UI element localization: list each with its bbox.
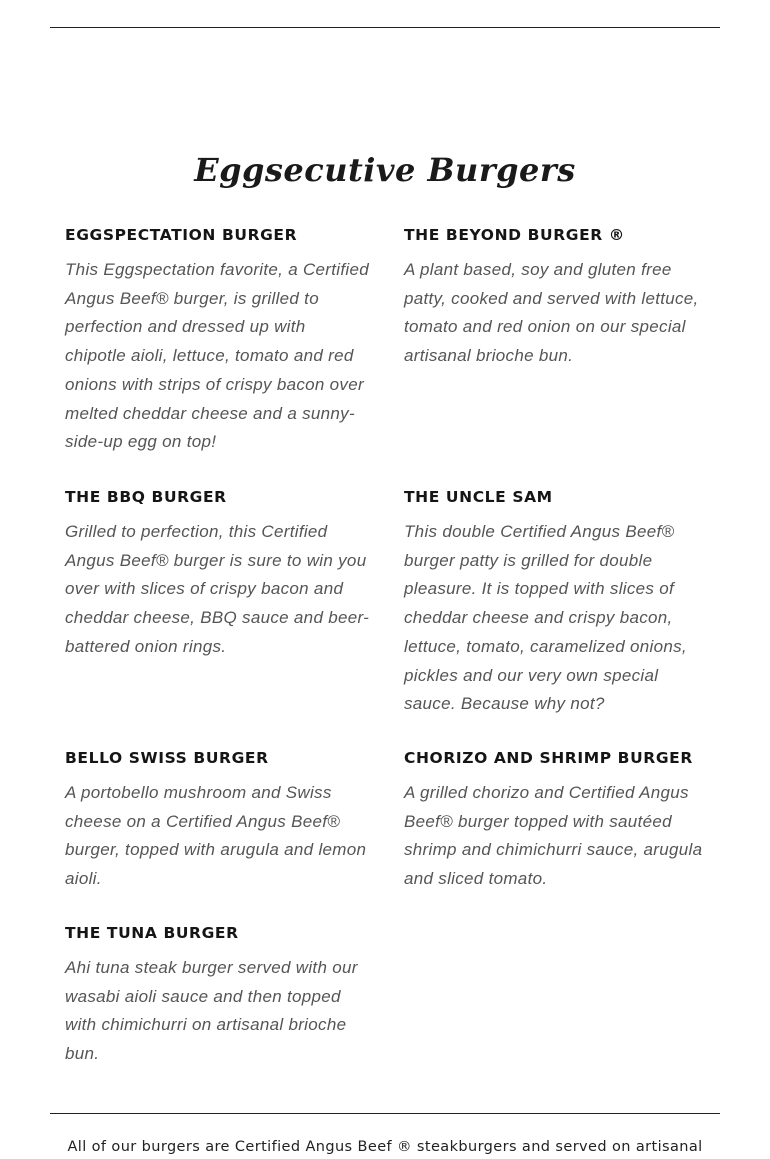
section-title: Eggsecutive Burgers <box>194 151 576 190</box>
menu-item <box>65 749 370 894</box>
menu-item-description: Ahi tuna steak burger served with our wasabi aioli sauce and then topped with chimichurri on artisanal brioche bun. <box>65 958 358 1064</box>
menu-item-description: A grilled chorizo and Certified Angus Beef® burger topped with sautéed shrimp and chimichurri sauce, arugula and sliced tomato. <box>404 783 703 889</box>
menu-item <box>404 749 704 894</box>
menu-item-name: CHORIZO AND SHRIMP BURGER <box>404 749 693 767</box>
menu-item-description: A portobello mushroom and Swiss cheese on a Certified Angus Beef® burger, topped with arugula and lemon aioli. <box>65 783 367 889</box>
menu-item-description: This Eggspectation favorite, a Certified Angus Beef® burger, is grilled to perfection and dressed up with chipotle aioli, lettuce, tomato and red onions with strips of crispy bacon over melted cheddar cheese and a sunny-side-up egg on top! <box>65 260 369 452</box>
menu-item-name: THE BBQ BURGER <box>65 488 227 506</box>
bottom-divider <box>50 1113 720 1114</box>
menu-item-name: THE BEYOND BURGER ® <box>404 226 625 244</box>
menu-item-description: This double Certified Angus Beef® burger patty is grilled for double pleasure. It is topped with slices of cheddar cheese and crispy bacon, lettuce, tomato, caramelized onions, pickles and our very own special sauce. Because why not? <box>404 522 687 714</box>
menu-item <box>404 488 704 719</box>
menu-item-name: EGGSPECTATION BURGER <box>65 226 298 244</box>
menu-item-name: THE TUNA BURGER <box>65 924 239 942</box>
menu-item-name: THE UNCLE SAM <box>404 488 553 506</box>
menu-item <box>65 488 370 662</box>
menu-item-description: A plant based, soy and gluten free patty, cooked and served with lettuce, tomato and red onion on our special artisanal brioche bun. <box>404 260 699 366</box>
menu-item <box>404 226 704 371</box>
top-divider <box>50 27 720 28</box>
footer-note: All of our burgers are Certified Angus Beef ® steakburgers and served on artisanal <box>67 1139 703 1155</box>
menu-item <box>65 924 370 1069</box>
menu-item-name: BELLO SWISS BURGER <box>65 749 269 767</box>
menu-item-description: Grilled to perfection, this Certified Angus Beef® burger is sure to win you over with slices of crispy bacon and cheddar cheese, BBQ sauce and beer-battered onion rings. <box>65 522 370 656</box>
menu-item <box>65 226 370 457</box>
